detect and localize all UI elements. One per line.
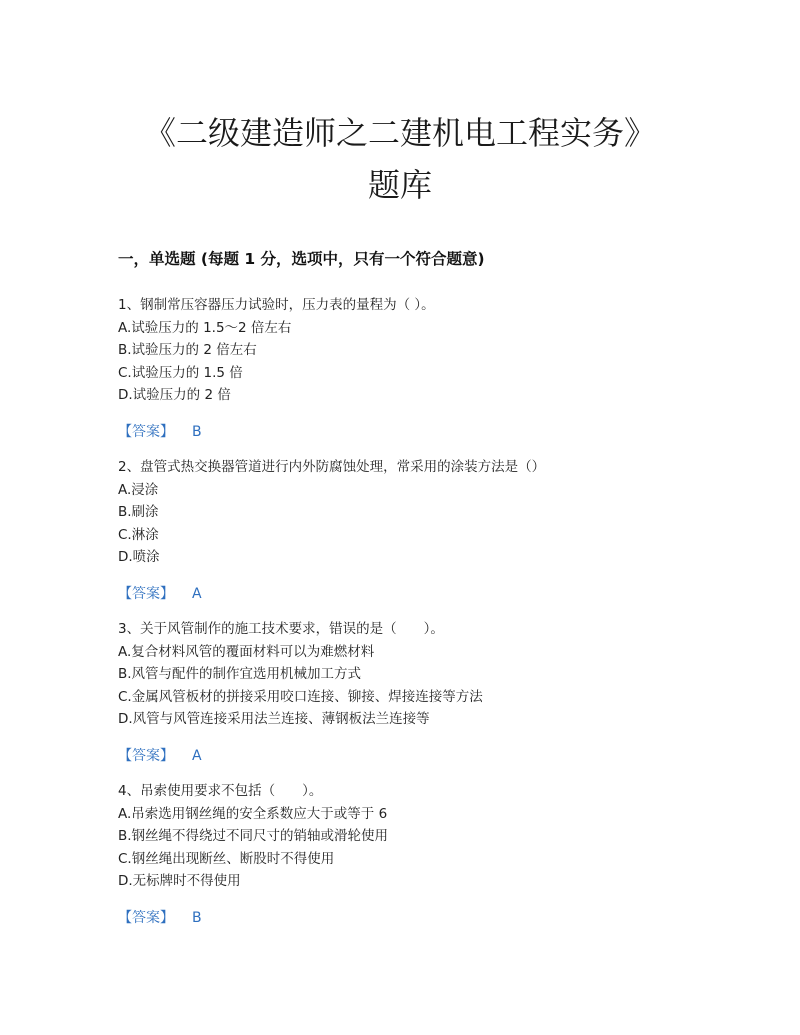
question-option-a: A.吊索选用钢丝绳的安全系数应大于或等于 6	[118, 805, 388, 822]
answer-label: 【答案】	[118, 585, 174, 602]
question-option-a: A.浸涂	[118, 481, 159, 498]
document-title-subtitle: 题库	[367, 166, 432, 204]
answer-value: B	[192, 909, 202, 926]
answer-line	[118, 421, 718, 443]
answer-label: 【答案】	[118, 909, 174, 926]
question-option-c: C.钢丝绳出现断丝、断股时不得使用	[118, 850, 335, 867]
question-option-a: A.试验压力的 1.5～2 倍左右	[118, 319, 292, 336]
answer-label: 【答案】	[118, 747, 174, 764]
section-heading: 一，单选题 (每题 1 分，选项中，只有一个符合题意)	[118, 250, 485, 268]
answer-value: A	[192, 747, 202, 764]
answer-value: A	[192, 585, 202, 602]
question-stem: 1、钢制常压容器压力试验时，压力表的量程为（ ）。	[118, 297, 435, 313]
question-option-c: C.金属风管板材的拼接采用咬口连接、铆接、焊接连接等方法	[118, 688, 483, 705]
answer-label: 【答案】	[118, 423, 174, 440]
question-option-d: D.试验压力的 2 倍	[118, 387, 231, 403]
question-option-d: D.风管与风管连接采用法兰连接、薄钢板法兰连接等	[118, 711, 430, 727]
question-option-b: B.风管与配件的制作宜选用机械加工方式	[118, 666, 362, 682]
question-4	[118, 780, 718, 929]
answer-line	[118, 583, 718, 605]
question-stem: 4、吊索使用要求不包括（ ）。	[118, 783, 323, 799]
question-stem: 3、关于风管制作的施工技术要求，错误的是（ ）。	[118, 621, 444, 637]
question-option-c: C.淋涂	[118, 526, 159, 543]
question-stem: 2、盘管式热交换器管道进行内外防腐蚀处理，常采用的涂装方法是（）	[118, 459, 546, 475]
question-1	[118, 294, 718, 443]
question-option-d: D.喷涂	[118, 549, 160, 565]
question-option-b: B.试验压力的 2 倍左右	[118, 342, 257, 358]
question-option-b: B.刷涂	[118, 504, 159, 520]
answer-line	[118, 907, 718, 929]
answer-line	[118, 745, 718, 767]
question-2	[118, 456, 718, 605]
question-option-a: A.复合材料风管的覆面材料可以为难燃材料	[118, 643, 375, 660]
question-3	[118, 618, 718, 767]
question-option-d: D.无标牌时不得使用	[118, 873, 241, 889]
document-title: 《二级建造师之二建机电工程实务》	[143, 114, 656, 152]
question-option-c: C.试验压力的 1.5 倍	[118, 364, 243, 381]
answer-value: B	[192, 423, 202, 440]
question-option-b: B.钢丝绳不得绕过不同尺寸的销轴或滑轮使用	[118, 828, 389, 844]
